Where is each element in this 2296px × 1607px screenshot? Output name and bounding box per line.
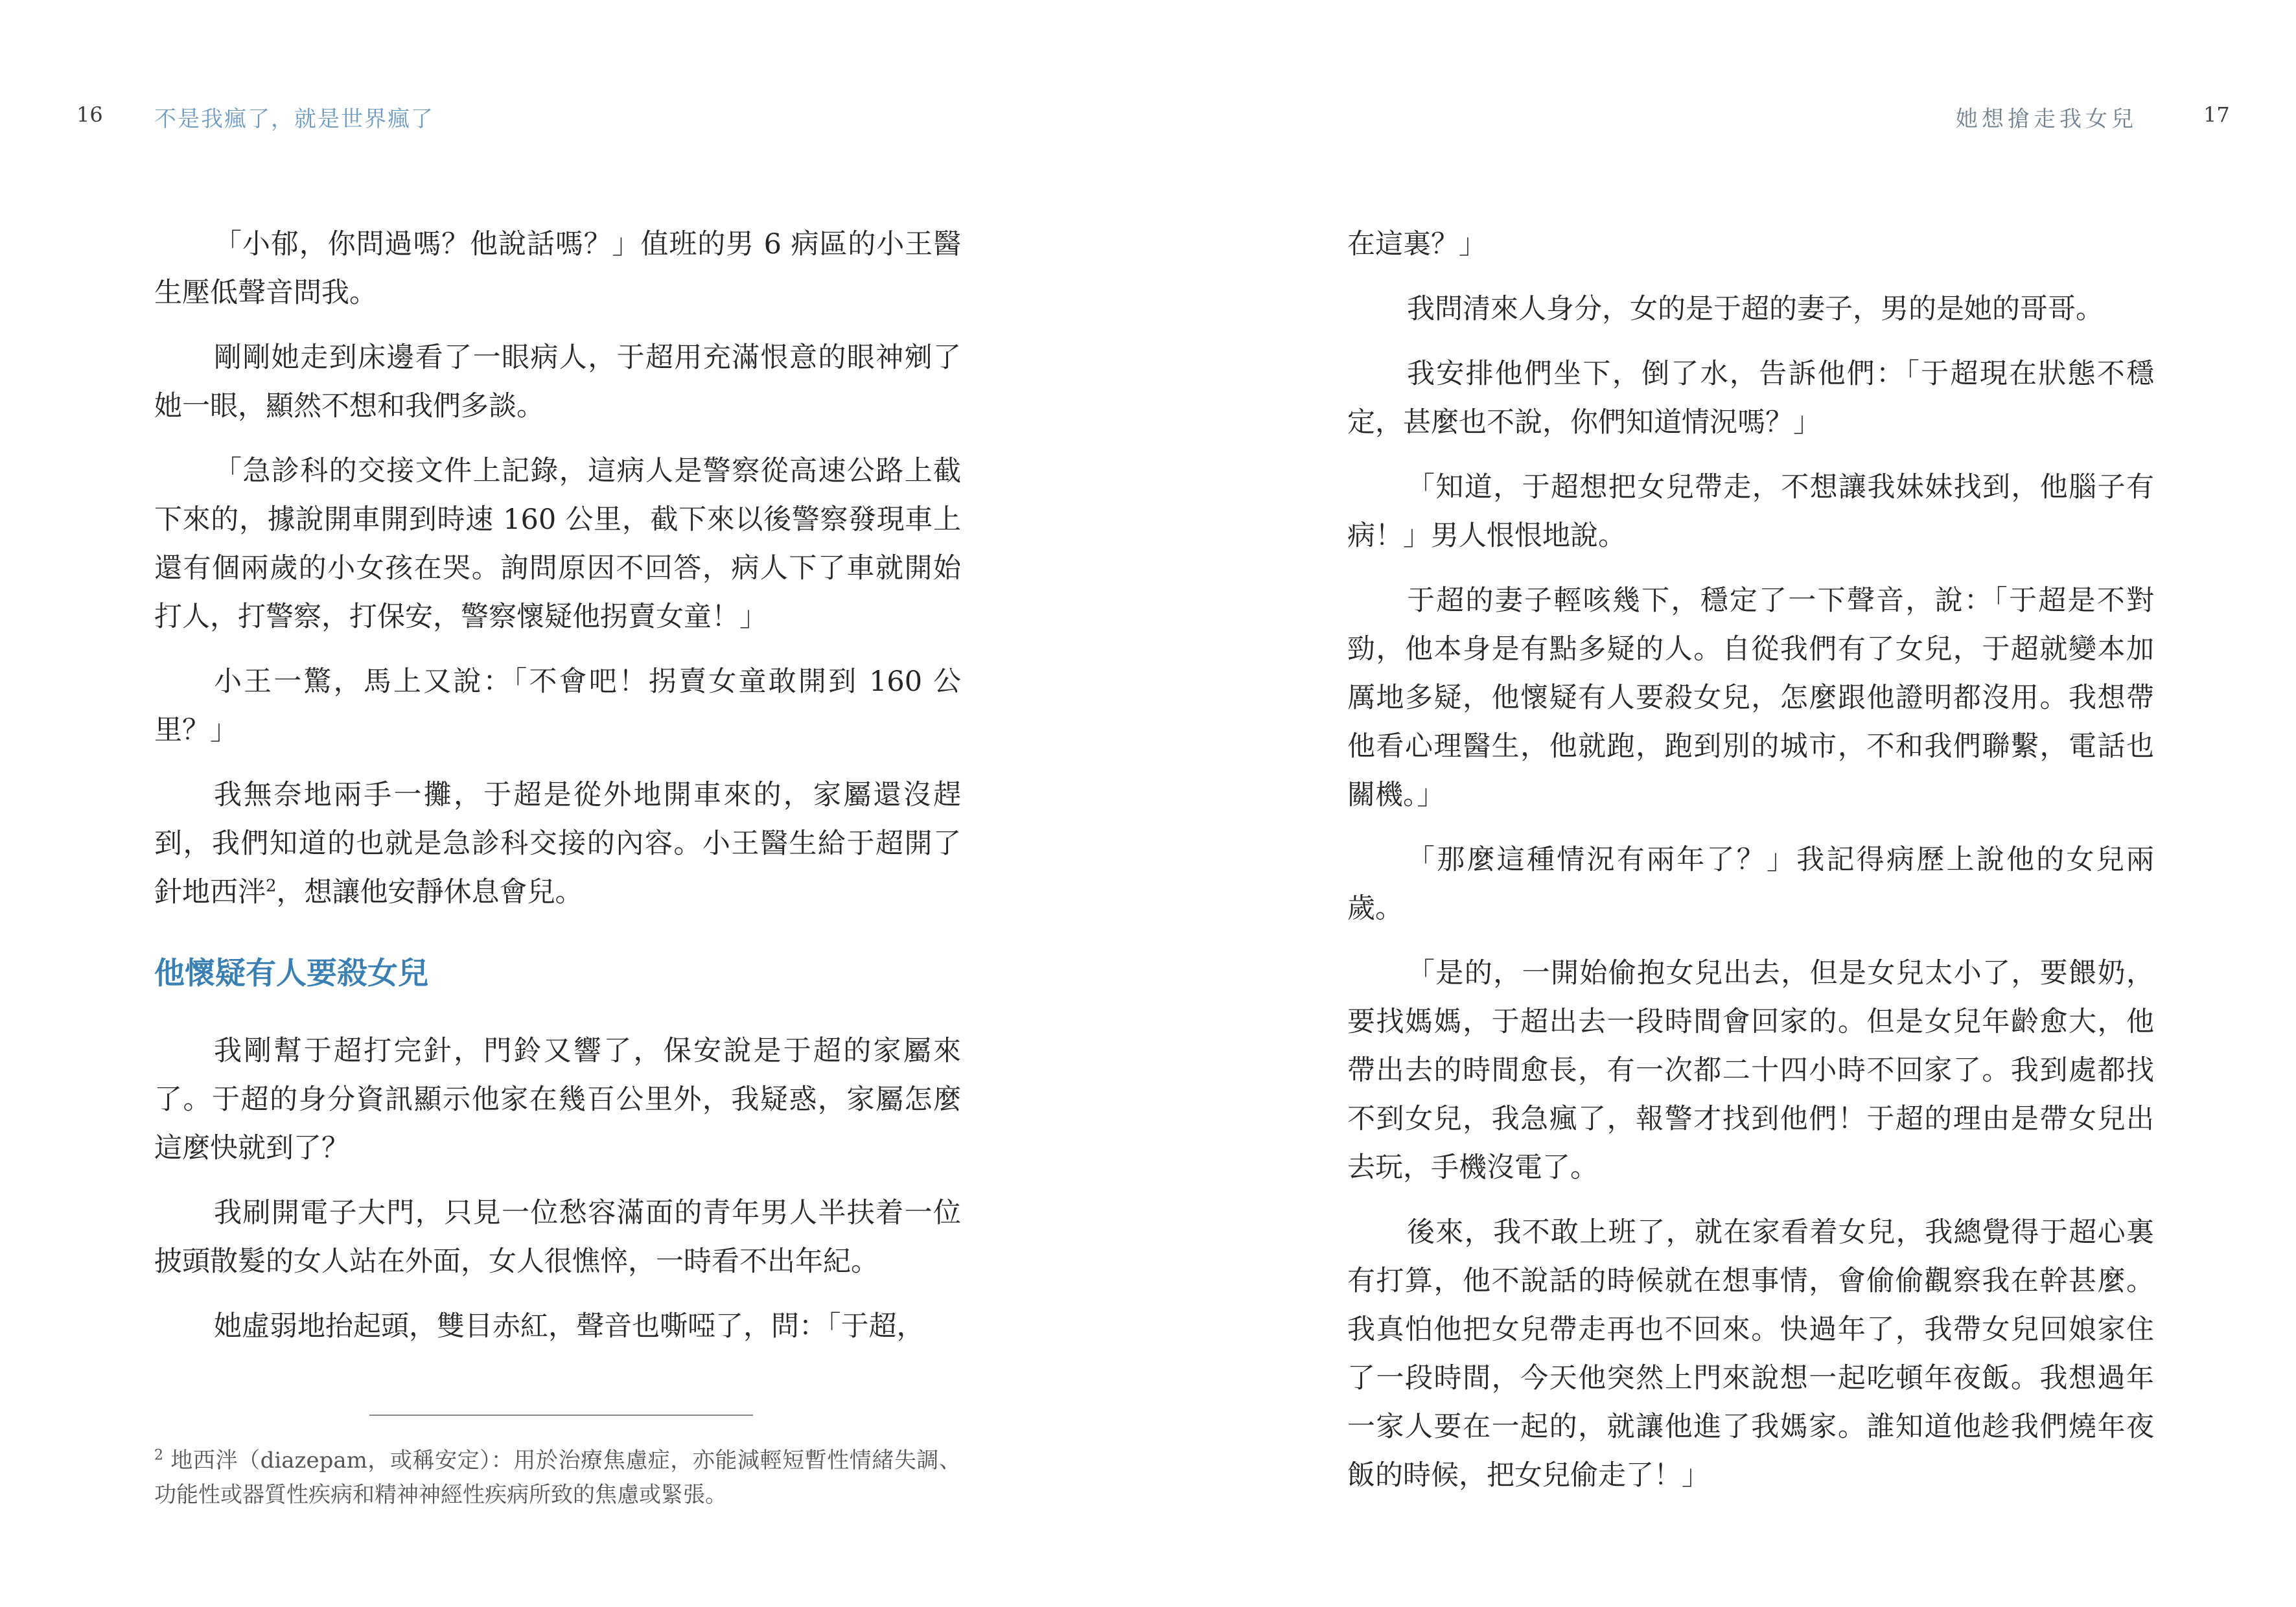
paragraph: 小王一驚，馬上又說：「不會吧！拐賣女童敢開到 160 公里？」 xyxy=(154,665,961,746)
paragraph: 我問清來人身分，女的是于超的妻子，男的是她的哥哥。 xyxy=(1407,293,2104,325)
paragraph: 「是的，一開始偷抱女兒出去，但是女兒太小了，要餵奶，要找媽媽，于超出去一段時間會回家的。但是女兒年齡愈大，他帶出去的時間愈長，有一次都二十四小時不回家了。我到處都找不到女兒，我急瘋了，報警才找到他們！于超的理由是帶女兒出去玩，手機沒電了。 xyxy=(1347,957,2154,1184)
footnote xyxy=(154,1444,961,1512)
paragraph: 剛剛她走到床邊看了一眼病人，于超用充滿恨意的眼神剜了她一眼，顯然不想和我們多談。 xyxy=(154,341,961,422)
paragraph-text: ，想讓他安靜休息會兒。 xyxy=(276,876,583,908)
footnote-marker: 2 xyxy=(154,1447,163,1464)
running-title-left: 不是我瘋了，就是世界瘋了 xyxy=(154,106,434,132)
paragraph: 「那麼這種情況有兩年了？」我記得病歷上說他的女兒兩歲。 xyxy=(1347,844,2154,925)
left-body-text xyxy=(154,220,961,1367)
paragraph-continuation: 在這裏？」 xyxy=(1347,228,1487,260)
paragraph: 我剛幫于超打完針，門鈴又響了，保安說是于超的家屬來了。于超的身分資訊顯示他家在幾百公里外，我疑惑，家屬怎麼這麼快就到了？ xyxy=(154,1035,961,1164)
paragraph-with-footnote-ref xyxy=(154,771,961,917)
right-body-text xyxy=(1347,220,2154,1516)
paragraph-text: 我無奈地兩手一攤，于超是從外地開車來的，家屬還沒趕到，我們知道的也就是急診科交接的內容。小王醫生給于超開了針地西泮 xyxy=(154,779,961,908)
paragraph: 她虛弱地抬起頭，雙目赤紅，聲音也嘶啞了，問：「于超， xyxy=(214,1310,925,1343)
paragraph: 我安排他們坐下，倒了水，告訴他們：「于超現在狀態不穩定，甚麼也不說，你們知道情況嗎？」 xyxy=(1347,358,2154,439)
paragraph: 「知道，于超想把女兒帶走，不想讓我妹妹找到，他腦子有病！」男人恨恨地說。 xyxy=(1347,471,2154,552)
paragraph: 我刷開電子大門，只見一位愁容滿面的青年男人半扶着一位披頭散髮的女人站在外面，女人很憔悴，一時看不出年紀。 xyxy=(154,1197,961,1278)
right-page xyxy=(1148,0,2296,1607)
page-number-left: 16 xyxy=(76,102,103,127)
running-title-right: 她想搶走我女兒 xyxy=(1956,106,2137,132)
paragraph: 後來，我不敢上班了，就在家看着女兒，我總覺得于超心裏有打算，他不說話的時候就在想事情，會偷偷觀察我在幹甚麼。我真怕他把女兒帶走再也不回來。快過年了，我帶女兒回娘家住了一段時間，今天他突然上門來說想一起吃頓年夜飯。我想過年一家人要在一起的，就讓他進了我媽家。誰知道他趁我們燒年夜飯的時候，把女兒偷走了！」 xyxy=(1347,1216,2154,1492)
paragraph: 「小郁，你問過嗎？他說話嗎？」值班的男 6 病區的小王醫生壓低聲音問我。 xyxy=(154,228,961,309)
paragraph: 「急診科的交接文件上記錄，這病人是警察從高速公路上截下來的，據說開車開到時速 160 公里，截下來以後警察發現車上還有個兩歲的小女孩在哭。詢問原因不回答，病人下了車就開始打人，打警察，打保安，警察懷疑他拐賣女童！」 xyxy=(154,455,961,633)
footnote-reference: 2 xyxy=(266,876,277,896)
section-heading: 他懷疑有人要殺女兒 xyxy=(154,956,428,991)
footnote-text: 地西泮（diazepam，或稱安定）：用於治療焦慮症，亦能減輕短暫性情緒失調、功能性或器質性疾病和精神神經性疾病所致的焦慮或緊張。 xyxy=(154,1448,961,1508)
paragraph: 于超的妻子輕咳幾下，穩定了一下聲音，說：「于超是不對勁，他本身是有點多疑的人。自從我們有了女兒，于超就變本加厲地多疑，他懷疑有人要殺女兒，怎麼跟他證明都沒用。我想帶他看心理醫生，他就跑，跑到別的城市，不和我們聯繫，電話也關機。」 xyxy=(1347,584,2154,811)
page-number-right: 17 xyxy=(2203,102,2230,127)
footnote-divider xyxy=(369,1415,753,1416)
